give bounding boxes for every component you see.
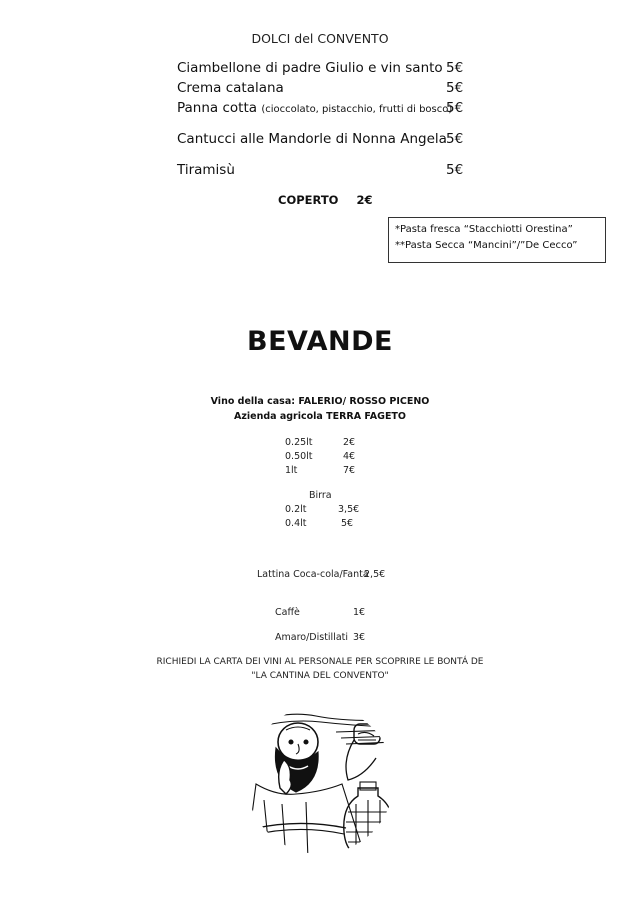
pasta-notes-box — [388, 217, 606, 263]
dolci-item-price: 5€ — [446, 162, 464, 178]
dolci-item-name: Cantucci alle Mandorle di Nonna Angela — [177, 131, 447, 147]
dolci-item-name: Tiramisù — [177, 162, 235, 178]
dolci-item-price: 5€ — [446, 131, 464, 147]
dolci-item-name: Panna cotta — [177, 100, 258, 116]
vino-line-2: Azienda agricola TERRA FAGETO — [233, 411, 406, 422]
amaro-label: Amaro/Distillati — [275, 632, 349, 643]
lattina-price: 2,5€ — [364, 569, 386, 580]
birra-title: Birra — [309, 490, 332, 501]
dolci-item-price: 5€ — [446, 80, 464, 96]
vino-price: 2€ — [343, 437, 356, 448]
friar-illustration-icon — [246, 700, 396, 860]
dolci-item-row — [177, 100, 452, 116]
dolci-item-name: Crema catalana — [177, 80, 284, 96]
caffe-price: 1€ — [353, 607, 366, 618]
wine-note-line-2: "LA CANTINA DEL CONVENTO" — [251, 671, 389, 681]
vino-size: 0.50lt — [285, 451, 313, 462]
pasta-note: *Pasta fresca “Stacchiotti Orestina” — [395, 224, 573, 235]
dolci-item-note: (cioccolato, pistacchio, frutti di bosco) — [261, 104, 453, 115]
vino-size: 1lt — [285, 465, 298, 476]
lattina-label: Lattina Coca-cola/Fanta — [257, 569, 369, 580]
dolci-item-price: 5€ — [446, 60, 464, 76]
birra-size: 0.4lt — [285, 518, 307, 529]
dolci-item-price: 5€ — [446, 100, 464, 116]
dolci-title: DOLCI del CONVENTO — [251, 31, 389, 46]
birra-price: 3,5€ — [338, 504, 360, 515]
birra-price: 5€ — [341, 518, 354, 529]
vino-price: 4€ — [343, 451, 356, 462]
amaro-price: 3€ — [353, 632, 366, 643]
pasta-note: **Pasta Secca “Mancini”/”De Cecco” — [395, 240, 578, 251]
caffe-label: Caffè — [275, 607, 300, 618]
vino-line-1: Vino della casa: FALERIO/ ROSSO PICENO — [210, 396, 430, 407]
coperto-label: COPERTO — [278, 193, 339, 207]
birra-size: 0.2lt — [285, 504, 307, 515]
coperto-price: 2€ — [356, 193, 373, 207]
dolci-item-name: Ciambellone di padre Giulio e vin santo — [177, 60, 443, 76]
coperto-line — [278, 193, 372, 207]
vino-size: 0.25lt — [285, 437, 313, 448]
vino-price: 7€ — [343, 465, 356, 476]
wine-note-line-1: RICHIEDI LA CARTA DEI VINI AL PERSONALE PER SCOPRIRE LE BONTÁ DE — [156, 657, 484, 667]
bevande-title: BEVANDE — [247, 326, 393, 357]
